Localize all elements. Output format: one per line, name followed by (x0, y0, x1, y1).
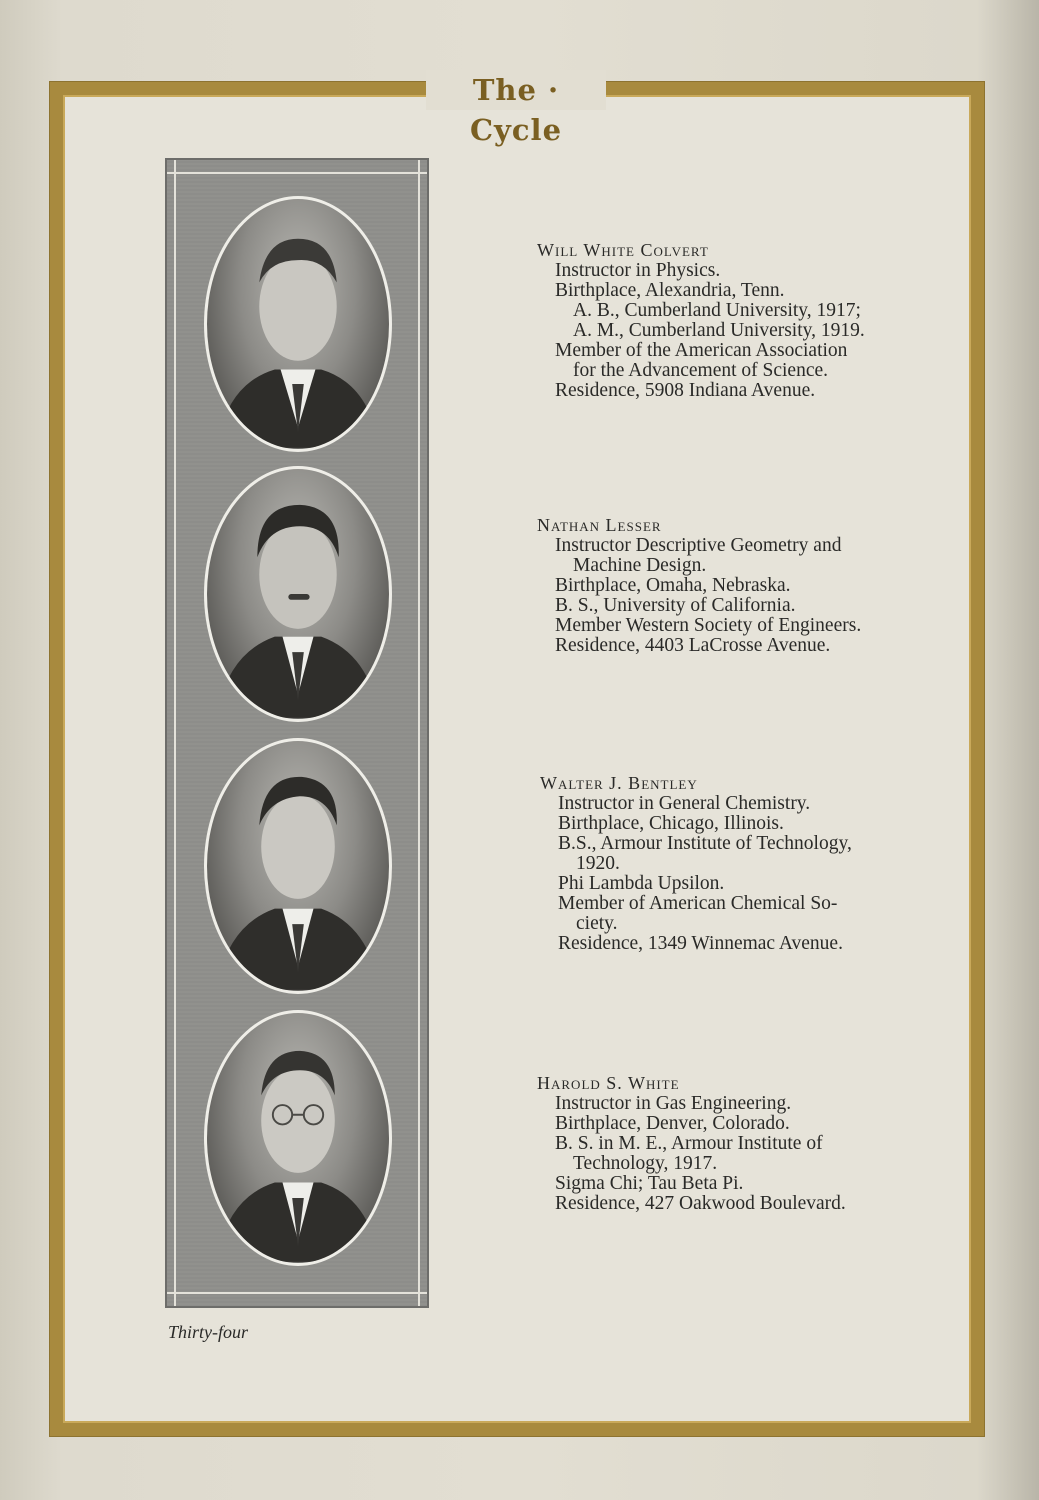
strip-rule-top (167, 172, 427, 174)
portrait-colvert (204, 196, 392, 452)
entry-line: 1920. (576, 853, 620, 874)
portrait-lesser (204, 466, 392, 722)
entry-line: Member of American Chemical So- (558, 893, 838, 914)
portrait-figure-icon (207, 469, 389, 719)
strip-rule-right (418, 160, 420, 1306)
entry-line: Birthplace, Alexandria, Tenn. (555, 280, 785, 301)
entry-line: Instructor in Physics. (555, 260, 721, 281)
entry-line: Birthplace, Chicago, Illinois. (558, 813, 784, 834)
entry-line: Residence, 5908 Indiana Avenue. (555, 380, 816, 401)
entry-line: A. B., Cumberland University, 1917; (573, 300, 861, 321)
entry-name: Will White Colvert (537, 240, 709, 260)
entry-line: Residence, 427 Oakwood Boulevard. (555, 1193, 846, 1214)
entry-line: B. S. in M. E., Armour Institute of (555, 1133, 823, 1154)
entry-line: Sigma Chi; Tau Beta Pi. (555, 1173, 744, 1194)
entry-colvert (537, 240, 905, 401)
entry-name: Walter J. Bentley (540, 773, 698, 793)
page-number: Thirty-four (168, 1322, 249, 1342)
entry-line: Instructor in General Chemistry. (558, 793, 811, 814)
strip-rule-left (174, 160, 176, 1306)
entry-line: ciety. (576, 913, 618, 934)
entry-name: Harold S. White (537, 1073, 680, 1093)
entry-bentley (540, 773, 908, 954)
entry-line: Birthplace, Denver, Colorado. (555, 1113, 790, 1134)
portrait-figure-icon (207, 1013, 389, 1263)
entry-lesser (537, 515, 905, 656)
entry-line: for the Advancement of Science. (573, 360, 829, 381)
entry-line: Member Western Society of Engineers. (555, 615, 862, 636)
entry-line: Machine Design. (573, 555, 707, 576)
portrait-bentley (204, 738, 392, 994)
portrait-figure-icon (207, 199, 389, 449)
entry-line: Residence, 1349 Winnemac Avenue. (558, 933, 843, 954)
entry-line: Technology, 1917. (573, 1153, 718, 1174)
portrait-figure-icon (207, 741, 389, 991)
entry-line: Phi Lambda Upsilon. (558, 873, 725, 894)
entry-line: Residence, 4403 LaCrosse Avenue. (555, 635, 831, 656)
entry-line: B. S., University of California. (555, 595, 796, 616)
page-header-title: The · Cycle (426, 70, 606, 110)
strip-rule-bottom (167, 1292, 427, 1294)
portrait-white (204, 1010, 392, 1266)
portrait-strip (165, 158, 429, 1308)
entry-line: Member of the American Association (555, 340, 848, 361)
entry-line: B.S., Armour Institute of Technology, (558, 833, 852, 854)
entry-line: A. M., Cumberland University, 1919. (573, 320, 865, 341)
entry-line: Birthplace, Omaha, Nebraska. (555, 575, 791, 596)
entry-line: Instructor Descriptive Geometry and (555, 535, 842, 556)
entry-white (537, 1073, 905, 1214)
entry-name: Nathan Lesser (537, 515, 662, 535)
entry-line: Instructor in Gas Engineering. (555, 1093, 792, 1114)
